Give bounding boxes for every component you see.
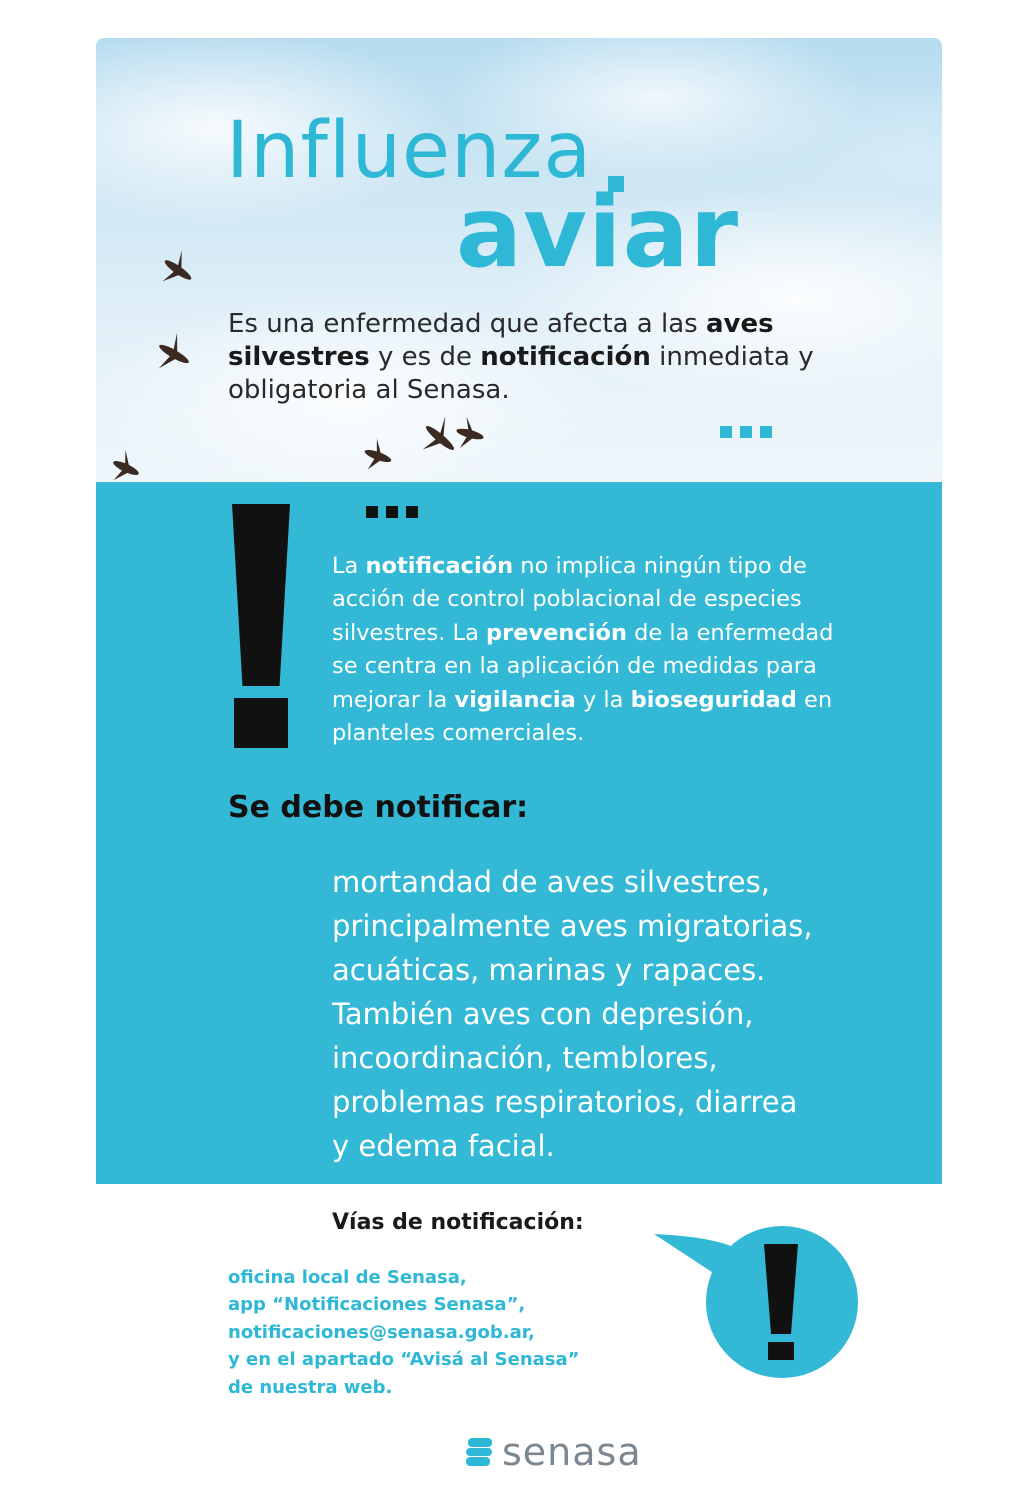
bird-icon: [155, 246, 202, 294]
bird-icon: [149, 328, 198, 380]
title-line-2: aviar: [456, 176, 740, 290]
logo-text: senasa: [502, 1430, 642, 1474]
channel-item: notificaciones@senasa.gob.ar,: [228, 1321, 535, 1343]
bird-icon: [452, 415, 487, 453]
sky-header: [96, 38, 942, 482]
decorative-dots-blue: [720, 426, 772, 438]
channel-item: de nuestra web.: [228, 1376, 393, 1398]
notify-heading: Se debe notificar:: [228, 790, 529, 825]
notify-line: acuáticas, marinas y rapaces.: [332, 953, 766, 987]
notify-line: problemas respiratorios, diarrea: [332, 1085, 798, 1119]
senasa-logo-icon: [464, 1436, 494, 1468]
bird-icon: [359, 436, 396, 476]
intro-text: Es una enfermedad que afecta a las aves silvestres y es de notificación inmediata y obligatoria al Senasa.: [228, 309, 814, 405]
speech-bubble-icon: [654, 1210, 860, 1390]
poster: [96, 38, 942, 1486]
notify-line: mortandad de aves silvestres,: [332, 865, 770, 899]
channels-heading: Vías de notificación:: [332, 1210, 584, 1235]
notify-list: [332, 860, 892, 1168]
notify-line: incoordinación, temblores,: [332, 1041, 718, 1075]
notify-line: principalmente aves migratorias,: [332, 909, 813, 943]
notify-line: También aves con depresión,: [332, 997, 754, 1031]
senasa-logo: [464, 1430, 642, 1474]
notice-text: La notificación no implica ningún tipo de acción de control poblacional de especies silvestres. La prevención de la enfermedad se centra en la aplicación de medidas para mejorar la vigilancia y la bioseguridad en planteles comerciales.: [332, 553, 834, 747]
channel-item: y en el apartado “Avisá al Senasa”: [228, 1349, 580, 1371]
channel-item: oficina local de Senasa,: [228, 1267, 467, 1288]
channel-item: app “Notificaciones Senasa”,: [228, 1294, 526, 1316]
channels-list: [228, 1264, 668, 1401]
notify-line: y edema facial.: [332, 1129, 555, 1163]
decorative-dots-black: [366, 506, 418, 518]
bird-icon: [107, 448, 146, 482]
bird-icon: [413, 411, 466, 465]
title-line-1: Influenza: [226, 106, 593, 196]
exclamation-dot: [234, 698, 288, 748]
